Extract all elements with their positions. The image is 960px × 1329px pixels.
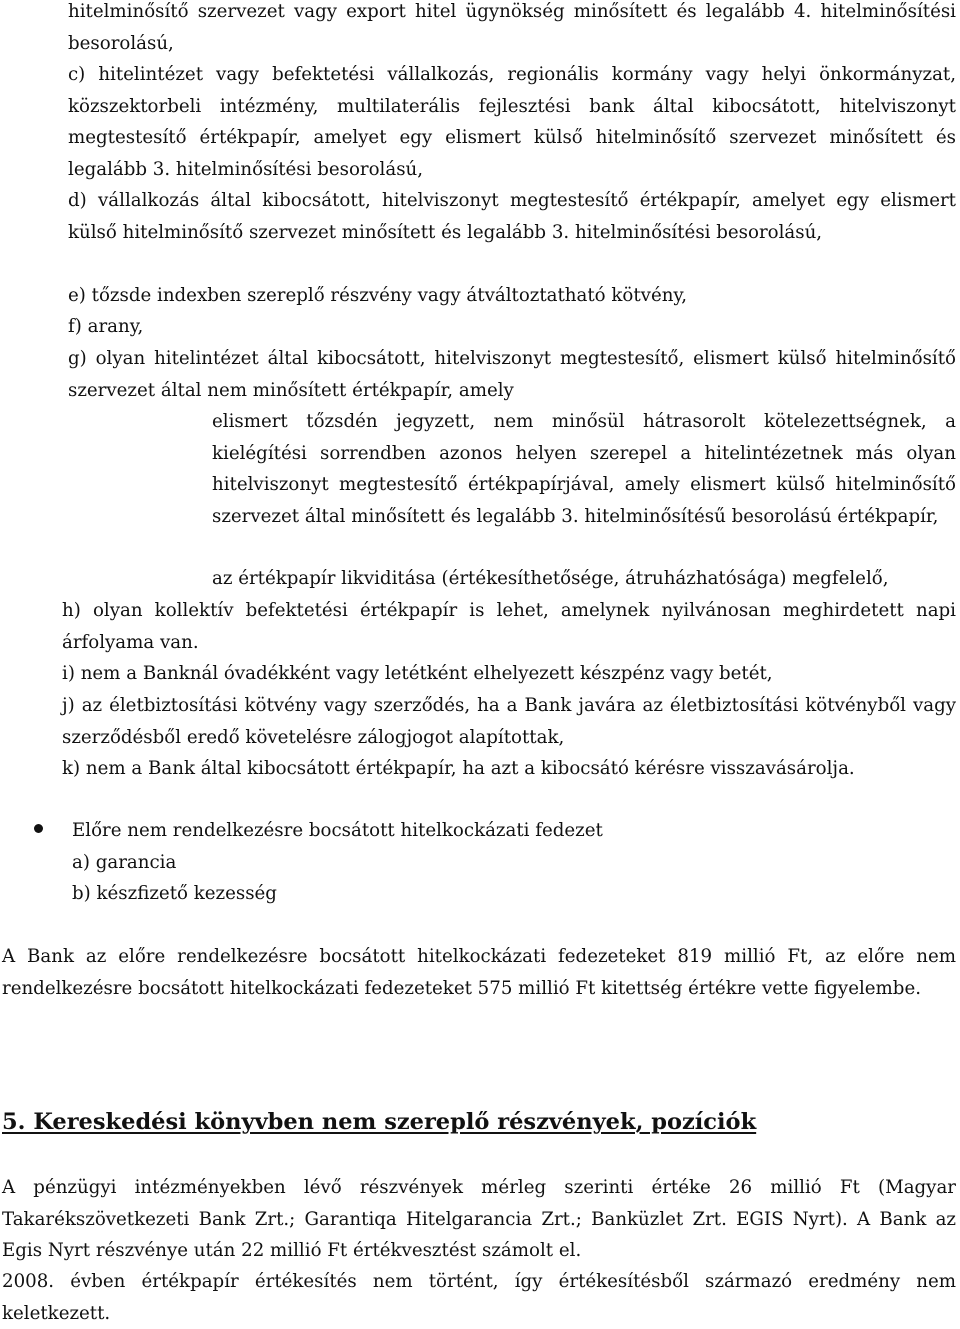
section-paragraph-1: A pénzügyi intézményekben lévő részvények mérleg szerinti értéke 26 millió Ft (Magyar Takarékszövetkezeti Bank Zrt.; Garantiqa Hitelgarancia Zrt.; Banküzlet Zrt. EGIS Nyrt). A Bank az Egis Nyrt részvénye után 22 millió Ft értékvesztést számolt el.: [2, 1177, 956, 1261]
paragraph-rating-continuation: hitelminősítő szervezet vagy export hitel ügynökség minősített és legalább 4. hitelminősítési besorolású,: [68, 1, 956, 54]
bullet-item-b: b) készfizető kezesség: [72, 883, 277, 904]
list-item-e: e) tőzsde indexben szereplő részvény vagy átváltoztatható kötvény,: [68, 285, 688, 306]
list-item-k: k) nem a Bank által kibocsátott értékpapír, ha azt a kibocsátó kérésre visszavásárolja.: [62, 758, 855, 779]
list-item-h: h) olyan kollektív befektetési értékpapír is lehet, amelynek nyilvánosan meghirdetett napi árfolyama van.: [62, 600, 956, 653]
section-paragraph-2: 2008. évben értékpapír értékesítés nem történt, így értékesítésből származó eredmény nem keletkezett.: [2, 1271, 956, 1324]
list-item-f: f) arany,: [68, 316, 144, 337]
list-item-g-condition-1: elismert tőzsdén jegyzett, nem minősül hátrasorolt kötelezettségnek, a kielégítési sorrendben azonos helyen szerepel a hitelintézetnek más olyan hitelviszonyt megtestesítő értékpapírjával, amely elismert külső hitelminősítő szervezet által minősített és legalább 3. hitelminősítésű besorolású értékpapír,: [212, 411, 956, 527]
bullet-item-a: a) garancia: [72, 852, 177, 873]
list-item-j: j) az életbiztosítási kötvény vagy szerződés, ha a Bank javára az életbiztosítási kötvényből vagy szerződésből eredő követelésre zálogjogot alapítottak,: [62, 695, 956, 748]
bullet-title: Előre nem rendelkezésre bocsátott hitelkockázati fedezet: [72, 820, 603, 841]
list-item-g: g) olyan hitelintézet által kibocsátott, hitelviszonyt megtestesítő, elismert külső hitelminősítő szervezet által nem minősített értékpapír, amely: [68, 348, 956, 401]
list-item-g-condition-2: az értékpapír likviditása (értékesíthetősége, átruházhatósága) megfelelő,: [212, 568, 889, 589]
bullet-icon: [34, 824, 43, 833]
list-item-i: i) nem a Banknál óvadékként vagy letétként elhelyezett készpénz vagy betét,: [62, 663, 773, 684]
list-item-d: d) vállalkozás által kibocsátott, hitelviszonyt megtestesítő értékpapír, amelyet egy elismert külső hitelminősítő szervezet minősített és legalább 3. hitelminősítési besorolású,: [68, 190, 956, 243]
summary-paragraph: A Bank az előre rendelkezésre bocsátott hitelkockázati fedezeteket 819 millió Ft, az előre nem rendelkezésre bocsátott hitelkockázati fedezeteket 575 millió Ft kitettség értékre vette figyelembe.: [2, 946, 956, 999]
section-heading: 5. Kereskedési könyvben nem szereplő részvények, pozíciók: [2, 1109, 757, 1135]
list-item-c: c) hitelintézet vagy befektetési vállalkozás, regionális kormány vagy helyi önkormányzat, közszektorbeli intézmény, multilaterális fejlesztési bank által kibocsátott, hitelviszonyt megtestesítő értékpapír, amelyet egy elismert külső hitelminősítő szervezet minősített és legalább 3. hitelminősítési besorolású,: [68, 64, 956, 180]
